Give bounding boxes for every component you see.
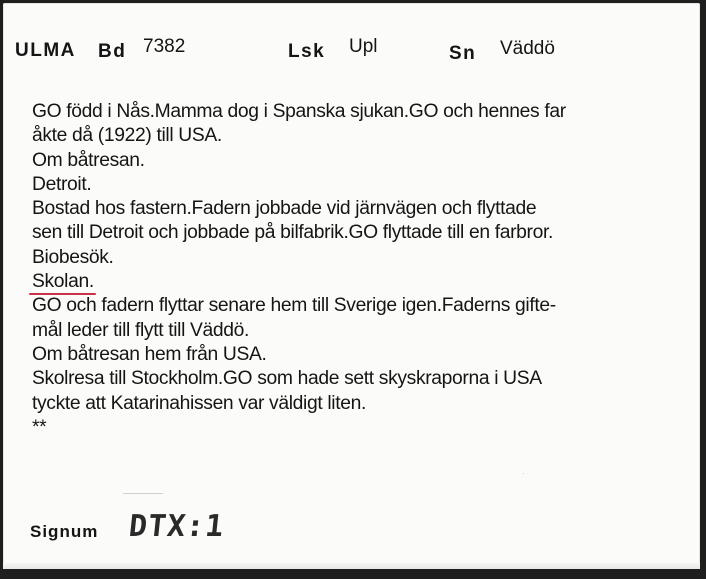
body-line: Om båtresan hem från USA.: [32, 343, 267, 365]
body-line: mål leder till flytt till Väddö.: [32, 319, 250, 341]
card-body-text: [32, 100, 692, 440]
paper-mark: [123, 493, 163, 494]
body-line: GO född i Nås.Mamma dog i Spanska sjukan.GO och hennes far: [32, 101, 566, 122]
body-line: Om båtresan.: [32, 149, 145, 171]
body-line: Bostad hos fastern.Fadern jobbade vid järnvägen och flyttade: [32, 198, 537, 220]
body-line: **: [32, 416, 47, 438]
body-line: tyckte att Katarinahissen var väldigt liten.: [32, 392, 366, 414]
archive-card: [3, 3, 700, 569]
sn-label: Sn: [449, 43, 477, 64]
body-line: Skolresa till Stockholm.GO som hade sett skyskraporna i USA: [32, 368, 542, 390]
body-line: sen till Detroit och jobbade på bilfabrik.GO flyttade till en farbror.: [32, 222, 554, 244]
lsk-label: Lsk: [288, 41, 326, 62]
signum-label: Signum: [30, 522, 99, 541]
body-line: Detroit.: [32, 173, 92, 195]
signum-value: DTX:1: [127, 509, 227, 544]
sn-value: Väddö: [500, 38, 555, 59]
lsk-value: Upl: [349, 36, 378, 57]
bd-value: 7382: [143, 36, 186, 57]
body-line: åkte då (1922) till USA.: [32, 125, 222, 147]
body-line: GO och fadern flyttar senare hem till Sverige igen.Faderns gifte-: [32, 295, 556, 317]
paper-mark: [523, 473, 524, 474]
body-line: Biobesök.: [32, 246, 114, 268]
bd-label: Bd: [98, 41, 127, 62]
archive-label: ULMA: [15, 40, 76, 61]
underlined-heading: Skolan.: [32, 270, 94, 294]
body-line-underlined: [32, 270, 692, 294]
